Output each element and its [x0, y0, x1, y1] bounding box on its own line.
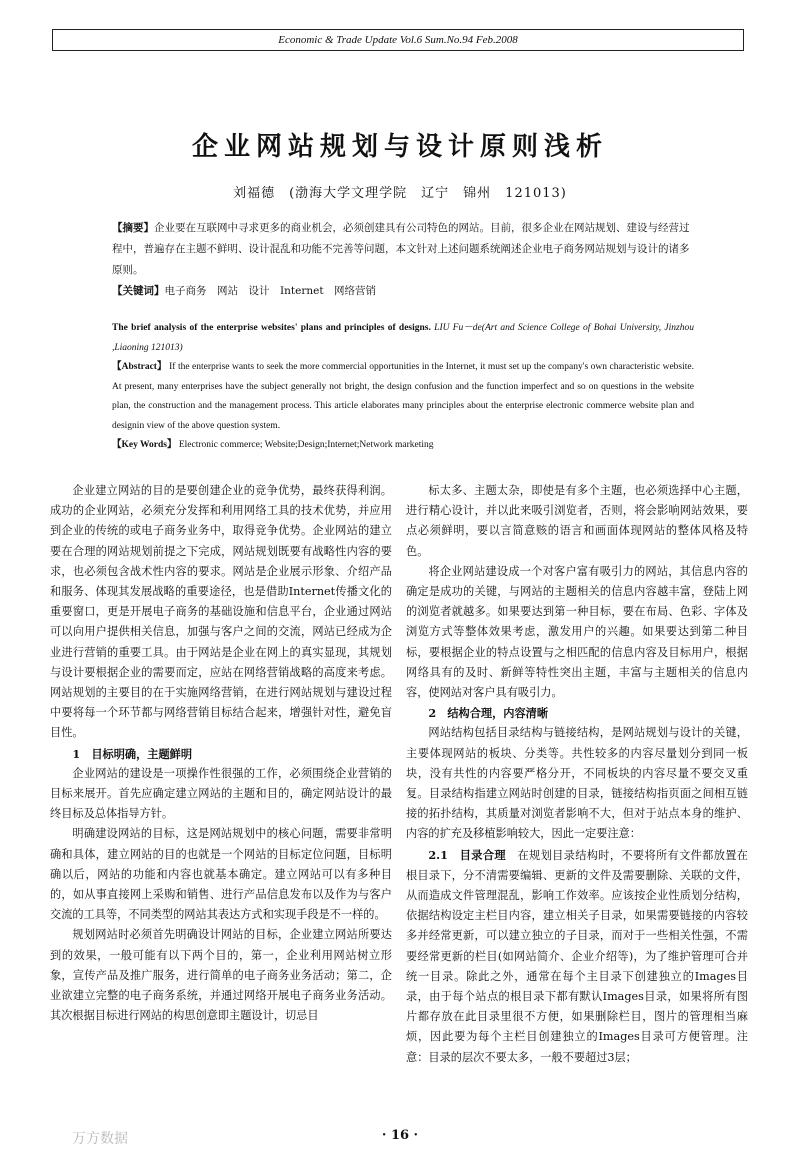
english-abstract-para: [112, 358, 694, 436]
section-heading-2: 2 结构合理，内容清晰: [428, 706, 549, 721]
abstract-cn-text: 企业要在互联网中寻求更多的商业机会，必须创建具有公司特色的网站。目前，很多企业在网站规划、建设与经营过程中，普遍存在主题不鲜明、设计混乱和功能不完善等问题，本文针对上述问题系统阐述企业电子商务网站规划与设计的诸多原则。: [112, 222, 690, 276]
abstract-cn-label: 【摘要】: [112, 222, 154, 234]
english-abstract-text: If the enterprise wants to seek the more commercial opportunities in the Internet, it must set up the company's own characteristic website. At present, many enterprises have the subject generally not bright, the design confusion and the function imperfect and so on questions in the website plan, the construction and the management process. This article elaborates many principles about the enterprise electronic commerce website plan and designin view of the above question system.: [112, 362, 694, 431]
keywords-cn: [112, 281, 692, 302]
paragraph: 将企业网站建设成一个对客户富有吸引力的网站，其信息内容的确定是成功的关键，与网站的主题相关的信息内容越丰富，登陆上网的浏览者就越多。如果要达到第一种目标，要在布局、色彩、字体及浏览方式等整体效果考虑，激发用户的兴趣。如果要达到第二种目标，要根据企业的特点设置与之相匹配的信息内容及目标用户，根据网络具有的及时、新鲜等特性突出主题，丰富与主题相关的信息内容，使网站对客户具有吸引力。: [406, 564, 748, 700]
english-title: The brief analysis of the enterprise websites' plans and principles of designs.: [112, 323, 431, 333]
watermark: 万方数据: [72, 1131, 128, 1147]
body-column-right: [406, 481, 748, 1068]
english-keywords-label: 【Key Words】: [112, 440, 177, 450]
paragraph: 标太多、主题太杂，即使是有多个主题，也必须选择中心主题，进行精心设计，并以此来吸引浏览者，否则，将会影响网站效果，要点必须鲜明，要以言简意赅的语言和画面体现网站的整体风格及特色。: [406, 484, 748, 558]
chinese-abstract: [112, 218, 692, 302]
subsection-text: 在规划目录结构时，不要将所有文件都放置在根目录下，分不清需要编辑、更新的文件及需要删除、关联的文件，从而造成文件管理混乱，影响工作效率。应该按企业性质划分结构，依据结构设定主栏目内容，建立相关子目录，如果需要链接的内容较多并经常更新，可以建立独立的子目录，而对于一些相关性强，不需要经常更新的栏目(如网站简介、企业介绍等)，为了维护管理可合并统一目录。除此之外，通常在每个主目录下创建独立的Images目录，由于每个站点的根目录下都有默认Images目录，如果将所有图片都存放在此目录里很不方便，如果删除栏目，图片的管理相当麻烦，因此要为每个主栏目创建独立的Images目录可方便管理。注意：目录的层次不要太多，一般不要超过3层；: [406, 848, 748, 1064]
english-abstract: [112, 319, 694, 456]
abstract-cn: [112, 218, 692, 281]
paragraph: 明确建设网站的目标，这是网站规划中的核心问题，需要非常明确和具体，建立网站的目的也就是一个网站的目标定位问题，目标明确以后，网站的功能和内容也就基本确定。建立网站可以有多种目的，如从事直接网上采购和销售、进行产品信息发布以及作为与客户交流的工具等，不同类型的网站其表达方式和实现手段是不一样的。: [50, 827, 392, 922]
subsection-label: 2.1 目录合理: [428, 847, 506, 862]
english-author: LIU Fu－de(Art and Science College of Bohai University, Jinzhou ,Liaoning 121013): [112, 323, 694, 353]
english-abstract-label: 【Abstract】: [112, 362, 167, 372]
journal-header: Economic & Trade Update Vol.6 Sum.No.94 Feb.2008: [52, 29, 744, 51]
body-column-left: [50, 481, 392, 1026]
section-heading-1: 1 目标明确，主题鲜明: [72, 746, 193, 761]
author-line: 刘福德 (渤海大学文理学院 辽宁 锦州 121013): [233, 186, 567, 201]
english-keywords: [112, 436, 694, 456]
paragraph: 规划网站时必须首先明确设计网站的目标，企业建立网站所要达到的效果，一般可能有以下两个目的，第一，企业利用网站树立形象，宣传产品及推广服务，进行简单的电子商务业务活动；第二，企业欲建立完整的电子商务系统，并通过网络开展电子商务业务活动。其次根据目标进行网站的构思创意即主题设计，切忌目: [50, 928, 392, 1023]
paragraph: 网站结构包括目录结构与链接结构，是网站规划与设计的关键，主要体现网站的板块、分类等。共性较多的内容尽量划分到同一板块，没有共性的内容要严格分开，不同板块的内容尽量不要交叉重复。目录结构指建立网站时创建的目录，链接结构指页面之间相互链接的拓扑结构，其质量对浏览者影响不大，但对于站点本身的维护、内容的扩充及移植影响较大，因此一定要注意：: [406, 726, 748, 841]
paragraph: 企业网站的建设是一项操作性很强的工作，必须围绕企业营销的目标来展开。首先应确定建立网站的主题和目的，确定网站设计的最终目标及总体指导方针。: [50, 766, 392, 821]
page-number: · 16 ·: [381, 1128, 419, 1143]
keywords-cn-text: 电子商务 网站 设计 Internet 网络营销: [164, 285, 377, 297]
english-keywords-text: Electronic commerce; Website;Design;Internet;Network marketing: [178, 440, 434, 450]
paragraph: [406, 845, 748, 1068]
english-heading: [112, 319, 694, 358]
keywords-cn-label: 【关键词】: [112, 285, 165, 297]
paragraph: 企业建立网站的目的是要创建企业的竞争优势，最终获得利润。成功的企业网站，必须充分发挥和利用网络工具的技术优势，并应用到企业的传统的或电子商务业务中，取得竞争优势。企业网站的建立要在合理的网站规划前提之下完成，网站规划既要有战略性内容的要求，也必须包含战术性内容的要求。网站是企业展示形象、介绍产品和服务、体现其发展战略的重要途径，也是借助Internet传播文化的重要窗口，更是开展电子商务的基础设施和信息平台，企业通过网站可以向用户提供相关信息，加强与客户之间的交流，网站已经成为企业进行营销的重要工具。由于网站是企业在网上的真实显现，其规划与设计要根据企业的需要而定，应站在网络营销战略的高度来考虑。网站规划的主要目的在于实施网络营销，在进行网站规划与建设过程中要将每一个环节都与网络营销目标结合起来，增强针对性，避免盲目性。: [50, 484, 392, 740]
article-title: 企业网站规划与设计原则浅析: [191, 132, 608, 162]
